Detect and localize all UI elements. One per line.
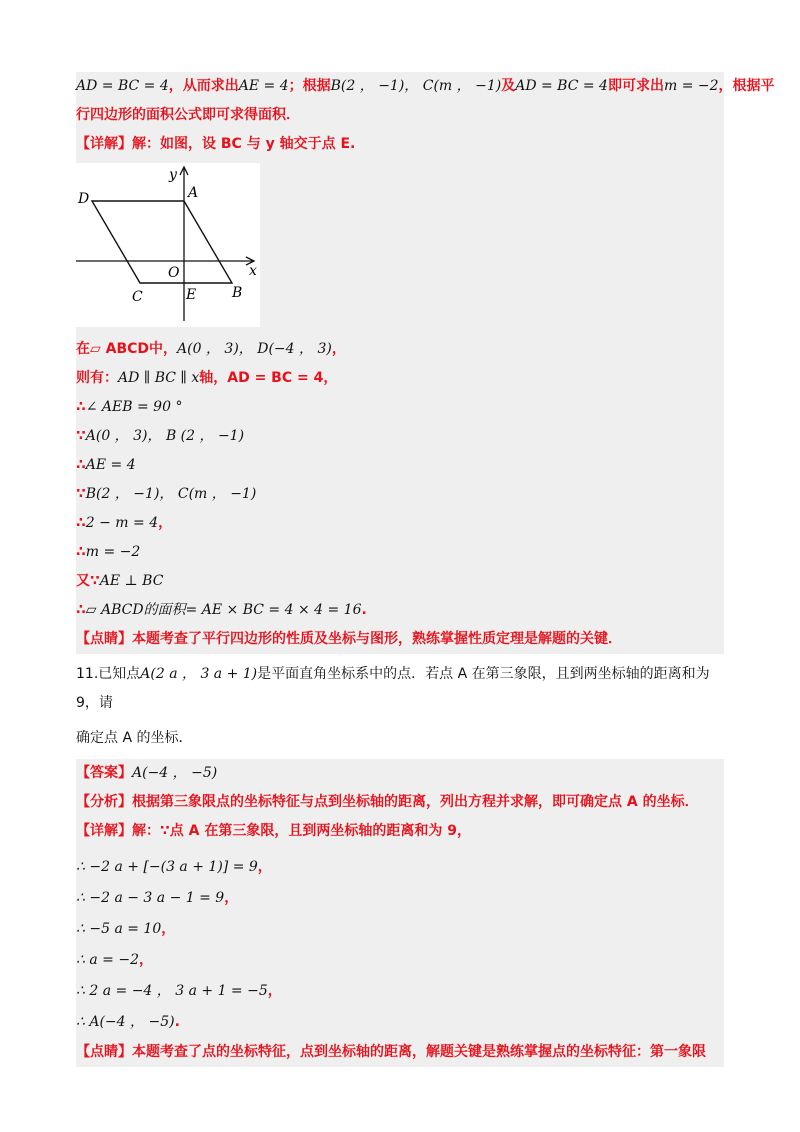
document-page: [76, 72, 775, 1067]
step-math: ∴ 2 a = −4 ， 3 a + 1 = −5: [76, 983, 268, 999]
step-math: ∴ −2 a + [−(3 a + 1)] = 9: [76, 859, 258, 875]
solution-steps-1: [76, 335, 724, 625]
intro-math-4: AD = BC = 4: [515, 78, 608, 94]
intro-text-3: 及: [501, 78, 516, 94]
analysis-label: 【分析】: [76, 794, 132, 810]
step-1-9: [76, 596, 724, 625]
answer-line: [76, 759, 724, 788]
parallelogram-abcd: [92, 201, 232, 283]
intro-text-2: ；根据: [288, 78, 331, 94]
intro-line-2: 行四边形的面积公式即可求得面积．: [76, 107, 300, 123]
step-1-0: [76, 335, 724, 364]
intro-math-1: AD = BC = 4: [76, 78, 169, 94]
question-number: 11.: [76, 666, 99, 682]
step-math: AE = 4: [85, 457, 136, 473]
step-post: 轴，AD = BC = 4，: [199, 370, 338, 386]
label-e: E: [186, 287, 197, 303]
step-math: B(2 ， −1)， C(m ， −1): [85, 486, 257, 502]
step-pre: ∴: [76, 515, 86, 531]
step-pre: ∴: [76, 457, 86, 473]
step-math: ∴ −5 a = 10: [76, 921, 162, 937]
step-post: ，: [224, 890, 239, 906]
detail-label-1: 【详解】: [76, 136, 132, 152]
step-math: ∴ −2 a − 3 a − 1 = 9: [76, 890, 225, 906]
comment-2: [76, 1038, 724, 1067]
label-o: O: [168, 265, 180, 281]
step-2-5: [76, 1007, 724, 1038]
question-text-2: 是平面直角坐标系中的点．若点 A 在第三象限，且到两坐标轴的距离和为 9，请: [76, 666, 710, 711]
step-2-4: [76, 976, 724, 1007]
solution-steps-2: [76, 852, 724, 1038]
step-1-3: [76, 422, 724, 451]
step-math: AE ⊥ BC: [99, 573, 164, 589]
label-y: y: [169, 167, 177, 183]
step-1-4: [76, 451, 724, 480]
step-math: ▱ ABCD的面积= AE × BC = 4 × 4 = 16: [85, 602, 362, 618]
intro-math-2: AE = 4: [238, 78, 289, 94]
comment-text-1: 本题考查了平行四边形的性质及坐标与图形，熟练掌握性质定理是解题的关键．: [132, 631, 622, 647]
step-1-5: [76, 480, 724, 509]
step-math: 2 − m = 4: [85, 515, 159, 531]
intro-line-1: [76, 72, 775, 101]
question-text-1: 已知点: [98, 666, 141, 682]
step-2-2: [76, 914, 724, 945]
step-math: ∠ AEB = 90 °: [85, 399, 183, 415]
intro-block: [76, 72, 775, 654]
step-1-6: [76, 509, 724, 538]
step-1-7: [76, 538, 724, 567]
intro-math-3: B(2 ， −1)， C(m ， −1): [330, 78, 502, 94]
step-pre: ∵: [76, 428, 86, 444]
comment-text-2: 本题考查了点的坐标特征，点到坐标轴的距离，解题关键是熟练掌握点的坐标特征：第一象限: [132, 1044, 706, 1060]
answer-math: A(−4 ， −5): [132, 765, 218, 781]
intro-text-4: 即可求出: [607, 78, 664, 94]
detail-label-2: 【详解】: [76, 823, 132, 839]
detail-text-1: 解：如图，设 BC 与 y 轴交于点 E.: [132, 136, 356, 152]
detail-heading-2: [76, 817, 724, 846]
step-pre: ∴: [76, 544, 86, 560]
label-b: B: [232, 285, 243, 301]
step-pre: ∴: [76, 602, 86, 618]
step-math: A(0 ， 3)， B (2 ， −1): [85, 428, 245, 444]
step-math: A(0 ， 3)， D(−4 ， 3): [177, 341, 332, 357]
step-pre: ∵: [76, 486, 86, 502]
step-1-2: [76, 393, 724, 422]
step-pre: 又∵: [76, 573, 100, 589]
parallelogram-figure: [76, 163, 260, 327]
question-math: A(2 a ， 3 a + 1): [140, 666, 258, 682]
step-pre: 在▱ ABCD中，: [76, 341, 178, 357]
coordinate-diagram: [76, 163, 260, 323]
label-d: D: [78, 191, 90, 207]
step-post: .: [174, 1014, 180, 1030]
step-pre: ∴: [76, 399, 86, 415]
comment-label-1: 【点睛】: [76, 631, 132, 647]
label-c: C: [132, 289, 143, 305]
step-post: ，: [138, 952, 153, 968]
intro-text-5: ，根据平: [718, 78, 775, 94]
detail-heading-1: [76, 130, 724, 159]
answer-label: 【答案】: [76, 765, 132, 781]
comment-1: [76, 625, 724, 654]
step-math: m = −2: [85, 544, 141, 560]
label-a: A: [188, 185, 199, 201]
step-post: ，: [257, 859, 272, 875]
label-x: x: [249, 263, 257, 279]
step-post: .: [361, 602, 367, 618]
step-math: ∴ a = −2: [76, 952, 139, 968]
step-post: ，: [267, 983, 282, 999]
comment-label-2: 【点睛】: [76, 1044, 132, 1060]
question-11: [76, 654, 724, 753]
step-math: AD ∥ BC ∥ x: [118, 370, 200, 386]
step-2-0: [76, 852, 724, 883]
step-2-1: [76, 883, 724, 914]
step-math: ∴ A(−4 ， −5): [76, 1014, 175, 1030]
analysis-text: 根据第三象限点的坐标特征与点到坐标轴的距离，列出方程并求解，即可确定点 A 的坐标．: [132, 794, 699, 810]
step-1-1: [76, 364, 724, 393]
question-line-2: 确定点 A 的坐标．: [76, 730, 193, 746]
intro-math-5: m = −2: [663, 78, 719, 94]
step-post: ，: [161, 921, 176, 937]
step-1-8: [76, 567, 724, 596]
answer-block: [76, 759, 724, 1067]
step-pre: 则有：: [76, 370, 118, 386]
intro-text-1: ，从而求出: [168, 78, 239, 94]
step-post: ，: [331, 341, 346, 357]
step-2-3: [76, 945, 724, 976]
question-line-1: [76, 660, 724, 718]
detail-text-2: 解：∵点 A 在第三象限，且到两坐标轴的距离和为 9，: [132, 823, 471, 839]
step-post: ，: [158, 515, 173, 531]
analysis-line: [76, 788, 724, 817]
